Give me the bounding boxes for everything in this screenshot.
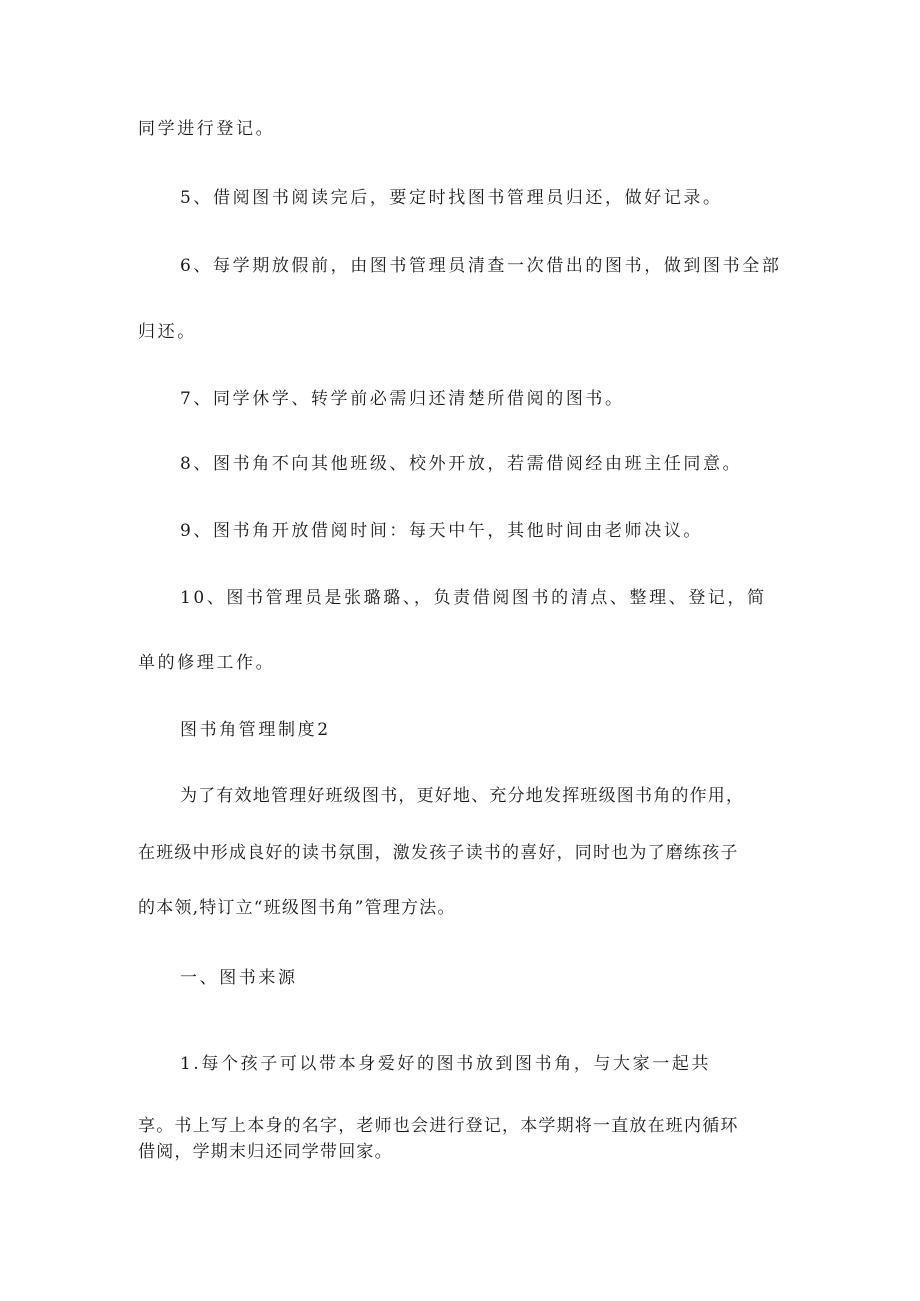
intro-paragraph-line: 为了有效地管理好班级图书，更好地、充分地发挥班级图书角的作用， bbox=[180, 786, 745, 806]
paragraph-line: 单的修理工作。 bbox=[138, 653, 276, 673]
rule-item-9: 9、图书角开放借阅时间：每天中午，其他时间由老师决议。 bbox=[180, 521, 704, 541]
paragraph-line: 享。书上写上本身的名字，老师也会进行登记，本学期将一直放在班内循环 bbox=[138, 1116, 739, 1136]
paragraph-line: 同学进行登记。 bbox=[138, 119, 276, 139]
intro-paragraph-line: 在班级中形成良好的读书氛围，激发孩子读书的喜好，同时也为了磨练孩子 bbox=[138, 843, 739, 863]
rule-item-7: 7、同学休学、转学前必需归还清楚所借阅的图书。 bbox=[180, 389, 625, 409]
rule-item-10: 10、图书管理员是张璐璐、，负责借阅图书的清点、整理、登记，简 bbox=[180, 588, 767, 608]
subsection-heading: 一、图书来源 bbox=[180, 968, 298, 988]
intro-paragraph-line: 的本领,特订立“班级图书角”管理方法。 bbox=[138, 898, 456, 918]
rule-item-8: 8、图书角不向其他班级、校外开放，若需借阅经由班主任同意。 bbox=[180, 454, 743, 474]
section-heading: 图书角管理制度2 bbox=[180, 720, 331, 740]
rule-item-6: 6、每学期放假前，由图书管理员清查一次借出的图书，做到图书全部 bbox=[180, 256, 782, 276]
list-item-1: 1.每个孩子可以带本身爱好的图书放到图书角，与大家一起共 bbox=[180, 1054, 712, 1074]
rule-item-5: 5、借阅图书阅读完后，要定时找图书管理员归还，做好记录。 bbox=[180, 188, 723, 208]
paragraph-line: 借阅，学期末归还同学带回家。 bbox=[138, 1142, 393, 1162]
paragraph-line: 归还。 bbox=[138, 322, 197, 342]
